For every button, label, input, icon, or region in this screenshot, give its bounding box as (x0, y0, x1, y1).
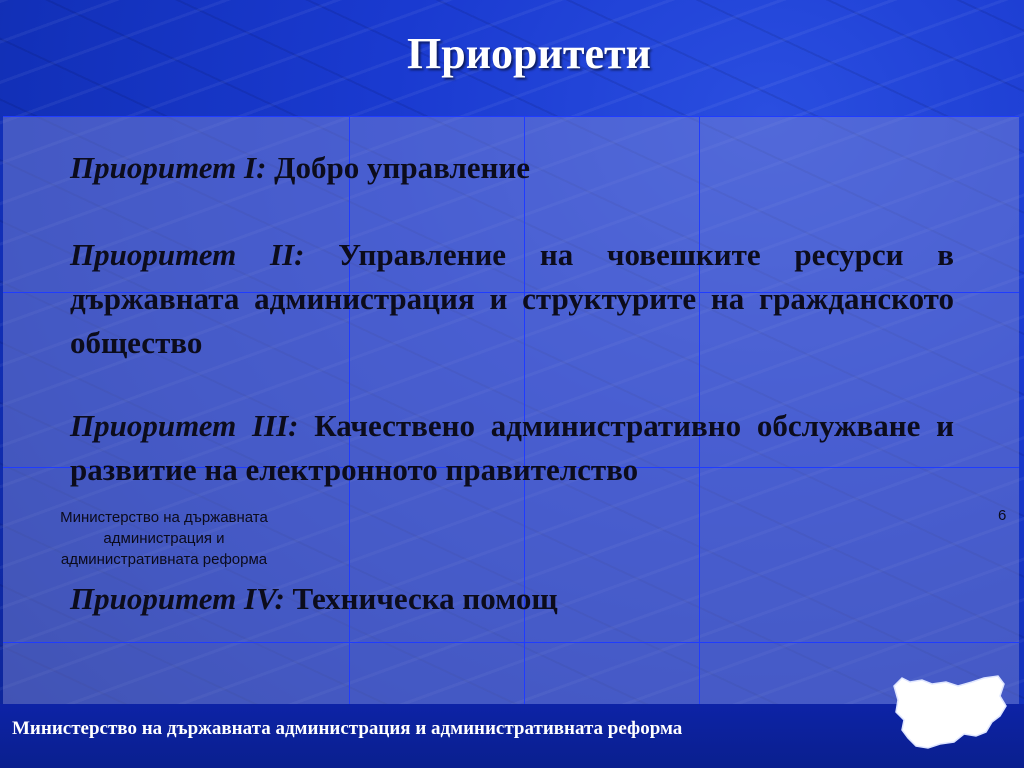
priority-item (70, 404, 954, 492)
priority-label: Приоритет I: (70, 150, 267, 185)
slide-title: Приоритети (407, 29, 651, 78)
priority-item (70, 577, 954, 621)
priority-text: Добро управление (266, 150, 531, 185)
priority-label: Приоритет III: (70, 408, 299, 443)
priority-text: Техническа помощ (284, 581, 558, 616)
footer-line: административната реформа (60, 551, 268, 568)
priority-item (70, 146, 954, 190)
footer-ministry-label (24, 507, 304, 570)
title-band (0, 0, 1024, 115)
grid-line (3, 642, 1019, 643)
grid-line (3, 116, 1019, 117)
priority-item (70, 233, 954, 365)
bulgaria-map-icon (888, 672, 1010, 752)
page-number: 6 (998, 507, 1007, 524)
ministry-footer: Министерство на държавната администрация и административната реформа (12, 718, 683, 739)
priority-text: Управление на човешките ресурси в държавната администрация и структурите на гражданското общество (70, 237, 954, 360)
footer-line: Министерство на държавната (60, 509, 268, 526)
footer-line: администрация и (103, 530, 225, 547)
priority-label: Приоритет IV: (70, 581, 285, 616)
priority-label: Приоритет II: (70, 237, 305, 272)
priority-text: Качествено административно обслужване и развитие на електронното правителство (70, 408, 954, 487)
